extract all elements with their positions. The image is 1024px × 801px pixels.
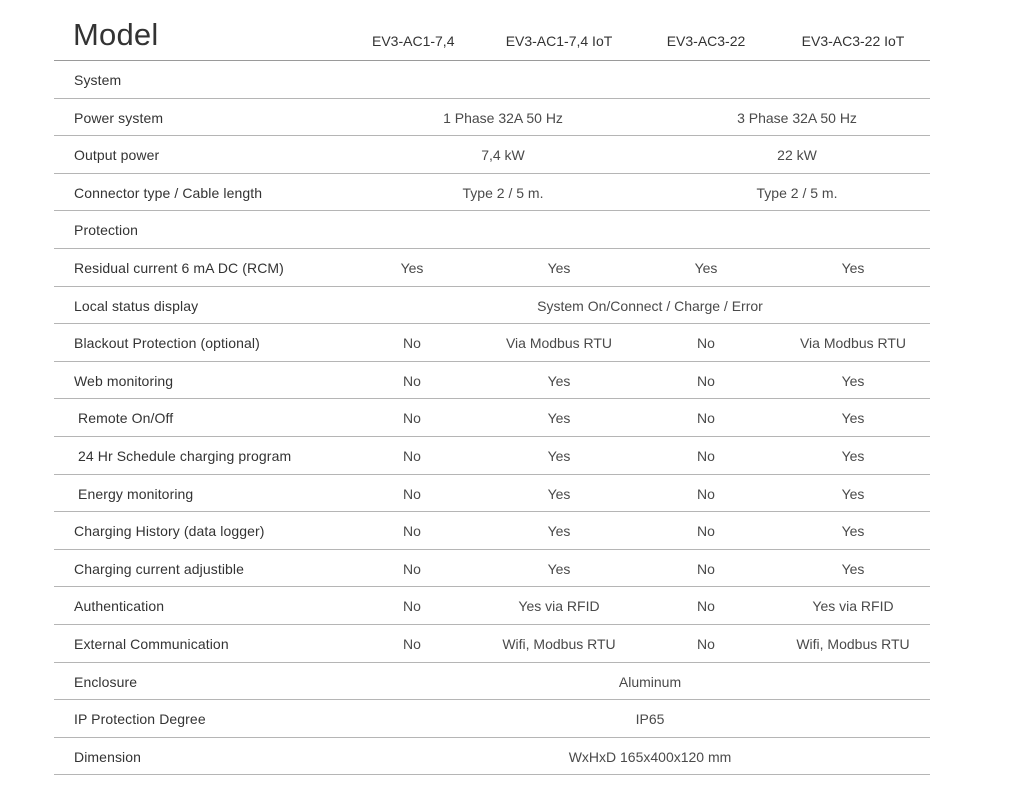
- value-three-phase: Type 2 / 5 m.: [756, 184, 838, 201]
- value-model-4: Yes: [841, 560, 865, 577]
- table-row: [54, 512, 930, 550]
- model-header-2: EV3-AC1-7,4 IoT: [505, 33, 613, 49]
- row-label: Dimension: [74, 748, 142, 765]
- table-row: [54, 99, 930, 137]
- table-row: [54, 136, 930, 174]
- value-model-3: No: [697, 598, 715, 615]
- row-label: Enclosure: [74, 673, 138, 690]
- value-model-4: Yes: [841, 410, 865, 427]
- model-header-4: EV3-AC3-22 IoT: [801, 33, 905, 49]
- table-row: [54, 437, 930, 475]
- value-model-1: No: [403, 560, 421, 577]
- value-model-3: No: [697, 335, 715, 352]
- value-single-phase: Type 2 / 5 m.: [462, 184, 544, 201]
- value-model-3: No: [697, 485, 715, 502]
- table-row: [54, 625, 930, 663]
- value-model-2: Yes: [547, 259, 571, 276]
- table-row: [54, 587, 930, 625]
- table-row: [54, 399, 930, 437]
- row-label: IP Protection Degree: [74, 711, 206, 728]
- value-model-1: No: [403, 523, 421, 540]
- value-all-models: IP65: [635, 711, 665, 728]
- value-model-1: No: [403, 635, 421, 652]
- value-model-1: No: [403, 372, 421, 389]
- section-row: [54, 61, 930, 99]
- value-all-models: Aluminum: [618, 673, 682, 690]
- row-label: System: [74, 72, 122, 88]
- value-model-3: No: [697, 523, 715, 540]
- table-row: [54, 362, 930, 400]
- table-row: [54, 287, 930, 325]
- value-model-4: Yes: [841, 485, 865, 502]
- row-label: Web monitoring: [74, 372, 174, 389]
- value-model-2: Yes: [547, 523, 571, 540]
- table-row: [54, 324, 930, 362]
- row-label: 24 Hr Schedule charging program: [78, 447, 292, 464]
- row-label: Connector type / Cable length: [74, 184, 263, 201]
- table-row: [54, 174, 930, 212]
- row-label: Remote On/Off: [78, 410, 174, 427]
- value-model-2: Yes: [547, 410, 571, 427]
- row-label: Charging current adjustible: [74, 560, 245, 577]
- value-model-4: Yes: [841, 523, 865, 540]
- row-label: Energy monitoring: [78, 485, 194, 502]
- row-label: Charging History (data logger): [74, 523, 265, 540]
- section-row: [54, 211, 930, 249]
- value-model-1: No: [403, 485, 421, 502]
- value-model-4: Yes: [841, 372, 865, 389]
- value-model-2: Yes: [547, 372, 571, 389]
- row-label: Output power: [74, 147, 160, 164]
- table-row: [54, 249, 930, 287]
- row-label: Power system: [74, 109, 164, 126]
- value-model-3: No: [697, 635, 715, 652]
- value-model-3: No: [697, 372, 715, 389]
- table-title: Model: [73, 17, 159, 52]
- value-model-1: Yes: [400, 259, 424, 276]
- value-model-3: No: [697, 447, 715, 464]
- value-model-2: Yes: [547, 447, 571, 464]
- value-model-4: Yes: [841, 447, 865, 464]
- value-model-1: No: [403, 335, 421, 352]
- value-model-4: Yes: [841, 259, 865, 276]
- value-model-2: Via Modbus RTU: [505, 335, 613, 352]
- spec-table: [54, 0, 930, 775]
- table-row: [54, 700, 930, 738]
- value-three-phase: 22 kW: [777, 147, 817, 164]
- value-model-3: No: [697, 560, 715, 577]
- value-model-4: Via Modbus RTU: [799, 335, 907, 352]
- table-row: [54, 663, 930, 701]
- model-header-1: EV3-AC1-7,4: [372, 33, 455, 49]
- value-model-2: Wifi, Modbus RTU: [502, 635, 616, 652]
- row-label: Blackout Protection (optional): [74, 335, 260, 352]
- table-body: [54, 61, 930, 775]
- value-model-1: No: [403, 598, 421, 615]
- row-label: Protection: [74, 222, 139, 239]
- row-label: Residual current 6 mA DC (RCM): [74, 259, 284, 276]
- value-model-1: No: [403, 410, 421, 427]
- row-label: Authentication: [74, 598, 165, 615]
- value-model-3: No: [697, 410, 715, 427]
- value-model-2: Yes: [547, 485, 571, 502]
- table-header: [54, 0, 930, 61]
- value-model-2: Yes: [547, 560, 571, 577]
- table-row: [54, 738, 930, 776]
- row-label: Local status display: [74, 297, 199, 314]
- model-header-3: EV3-AC3-22: [666, 33, 746, 49]
- value-single-phase: 1 Phase 32A 50 Hz: [443, 109, 563, 126]
- value-single-phase: 7,4 kW: [481, 147, 525, 164]
- table-row: [54, 475, 930, 513]
- value-all-models: WxHxD 165x400x120 mm: [568, 748, 732, 765]
- value-model-1: No: [403, 447, 421, 464]
- value-model-3: Yes: [694, 259, 718, 276]
- value-model-4: Yes via RFID: [812, 598, 894, 615]
- value-three-phase: 3 Phase 32A 50 Hz: [737, 109, 857, 126]
- row-label: External Communication: [74, 635, 229, 652]
- table-row: [54, 550, 930, 588]
- value-model-2: Yes via RFID: [518, 598, 600, 615]
- value-all-models: System On/Connect / Charge / Error: [537, 297, 763, 314]
- value-model-4: Wifi, Modbus RTU: [796, 635, 910, 652]
